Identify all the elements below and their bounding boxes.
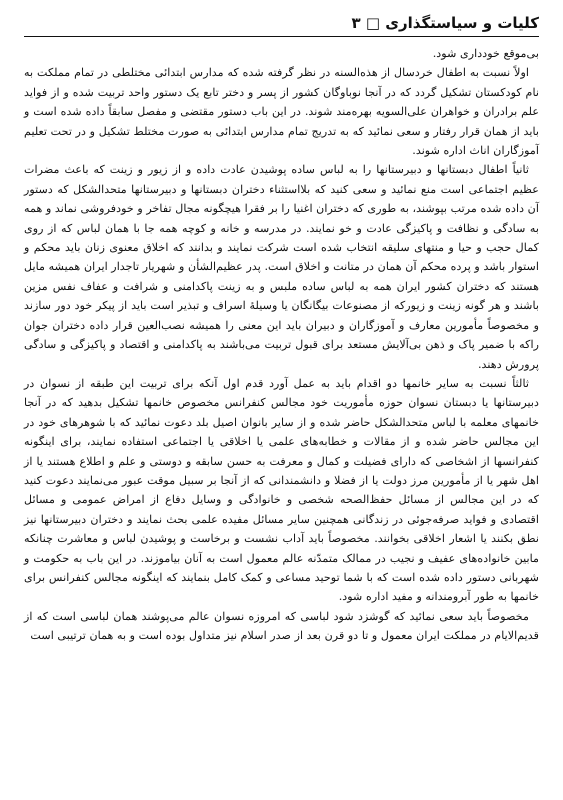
paragraph: بی‌موقع خودداری شود. <box>432 47 539 60</box>
paragraph: اولاً نسبت به اطفال خردسال از هذه‌السنه در نظر گرفته شده که مدارس ابتدائی مختلطی در تمام مملکت به نام کودکستان تشکیل گردد که در آنجا نوباوگان کشور از پسر و دختر تابع یک دستور واحد تربیت شده و از فواید علم برادران و خواهران علی‌السویه بهره‌مند شوند. در این باب دستور مقتضی و مفصل سابقاً داده شده است و باید از همان قرار رفتار و سعی نمائید که به تدریج تمام مدارس ابتدائی به صورت مختلط تشکیل و در تحت تعلیم آموزگاران اناث اداره شوند. <box>24 66 539 158</box>
body-text <box>24 44 539 646</box>
paragraph: ثالثاً نسبت به سایر خانمها دو اقدام باید به عمل آورد قدم اول آنکه برای تربیت این طبقه از نسوان در دبیرستانها یا دبستان نسوان حوزه مأموریت خود مجالس کنفرانس مخصوص خانمها تشکیل بدهید که در آنجا خانمهای معلمه با لباس متحدالشکل حاضر شده و از سایر بانوان اصیل بلد دعوت نمائید که با شوهرهای خود در این مجالس حاضر شده و از مقالات و خطابه‌های علمی یا اخلاقی یا اجتماعی استفاده نمایند، برای اینگونه کنفرانسها از اشخاصی که دارای فضیلت و کمال و معرفت به حسن سابقه و دوستی و علم و اطلاع هستند یا از اهل شهر یا از مأمورین مرز دولت یا از فضلا و دانشمندانی که از آنجا بر سبیل موقت عبور می‌نمایند دعوت کنید که در این مجالس از مسائل حفظ‌الصحه شخصی و خانوادگی و وسایل دفاع از امراض عمومی و مسائل اقتصادی و فواید صرفه‌جوئی در زندگانی همچنین سایر مسائل مفیده علمی بحث نمایند و دختران دبیرستانها نیز نطق بکنند یا اشعار اخلاقی بخوانند. مخصوصاً باید آداب نشست و برخاست و پوشیدن لباس و معاشرت چنانکه مابین خانواده‌های عفیف و نجیب در ممالک متمدّنه عالم معمول است به آنان بیاموزند. در این باب به حکومت و شهربانی دستور داده شده است که با شما توحید مساعی و کمک کامل بنمایند که اینگونه مجالس کنفرانس برای خانمها به طور آبرومندانه و مفید اداره شود. <box>24 376 539 604</box>
page-header <box>24 10 539 37</box>
running-head: کلیات و سیاستگذاری □ ۳ <box>351 14 539 32</box>
paragraph: مخصوصاً باید سعی نمائید که گوشزد شود لباسی که امروزه نسوان عالم می‌پوشند همان لباسی است که از قدیم‌الایام در مملکت ایران معمول و تا دو قرن بعد از صدر اسلام نیز متداول بوده است و به همان ترتیبی است <box>24 609 539 643</box>
paragraph: ثانیاً اطفال دبستانها و دبیرستانها را به لباس ساده پوشیدن عادت داده و از زیور و زینت که باعث مضرات عظیم اجتماعی است منع نمائید و سعی کنید که بلااستثناء دختران دبستانها و دبیرستانها متحدالشکل که دستور آن داده شده مرتب بپوشند، به طوری که دختران اغنیا را بر فقرا هیچگونه مجال تفاخر و خودفروشی نماند و همه به سادگی و نظافت و پاکیزگی عادت و خو نمایند. در مدرسه و خانه و کوچه همه جا با همان لباس که از روی کمال حجب و حیا و منتهای سلیقه انتخاب شده است شرکت نمایند و بدانند که اخلاق معنوی زنان باید محکم و استوار باشد و پرده محکم آن همان در متانت و اخلاق است. پدر عظیم‌الشأن و شهریار تاجدار ایران همیشه مایل هستند که دختران کشور ایران همه به لباس ساده ملبس و به زینت پاکدامنی و شرافت و عفاف نفس مزین باشند و هر گونه زینت و زیورکه از مصنوعات بیگانگان یا وسیلهٔ اسراف و تبذیر است باید از پیکر خود دور سازند و مخصوصاً مأمورین معارف و آموزگاران و دبیران باید این معنی را همیشه نصب‌العین قرار داده دختران جوان راکه با ضمیر پاک و ذهن بی‌آلایش مستعد برای قبول تربیت می‌باشند به پاکدامنی و اقتصاد و پاکیزگی و سادگی پرورش دهند. <box>24 163 539 371</box>
